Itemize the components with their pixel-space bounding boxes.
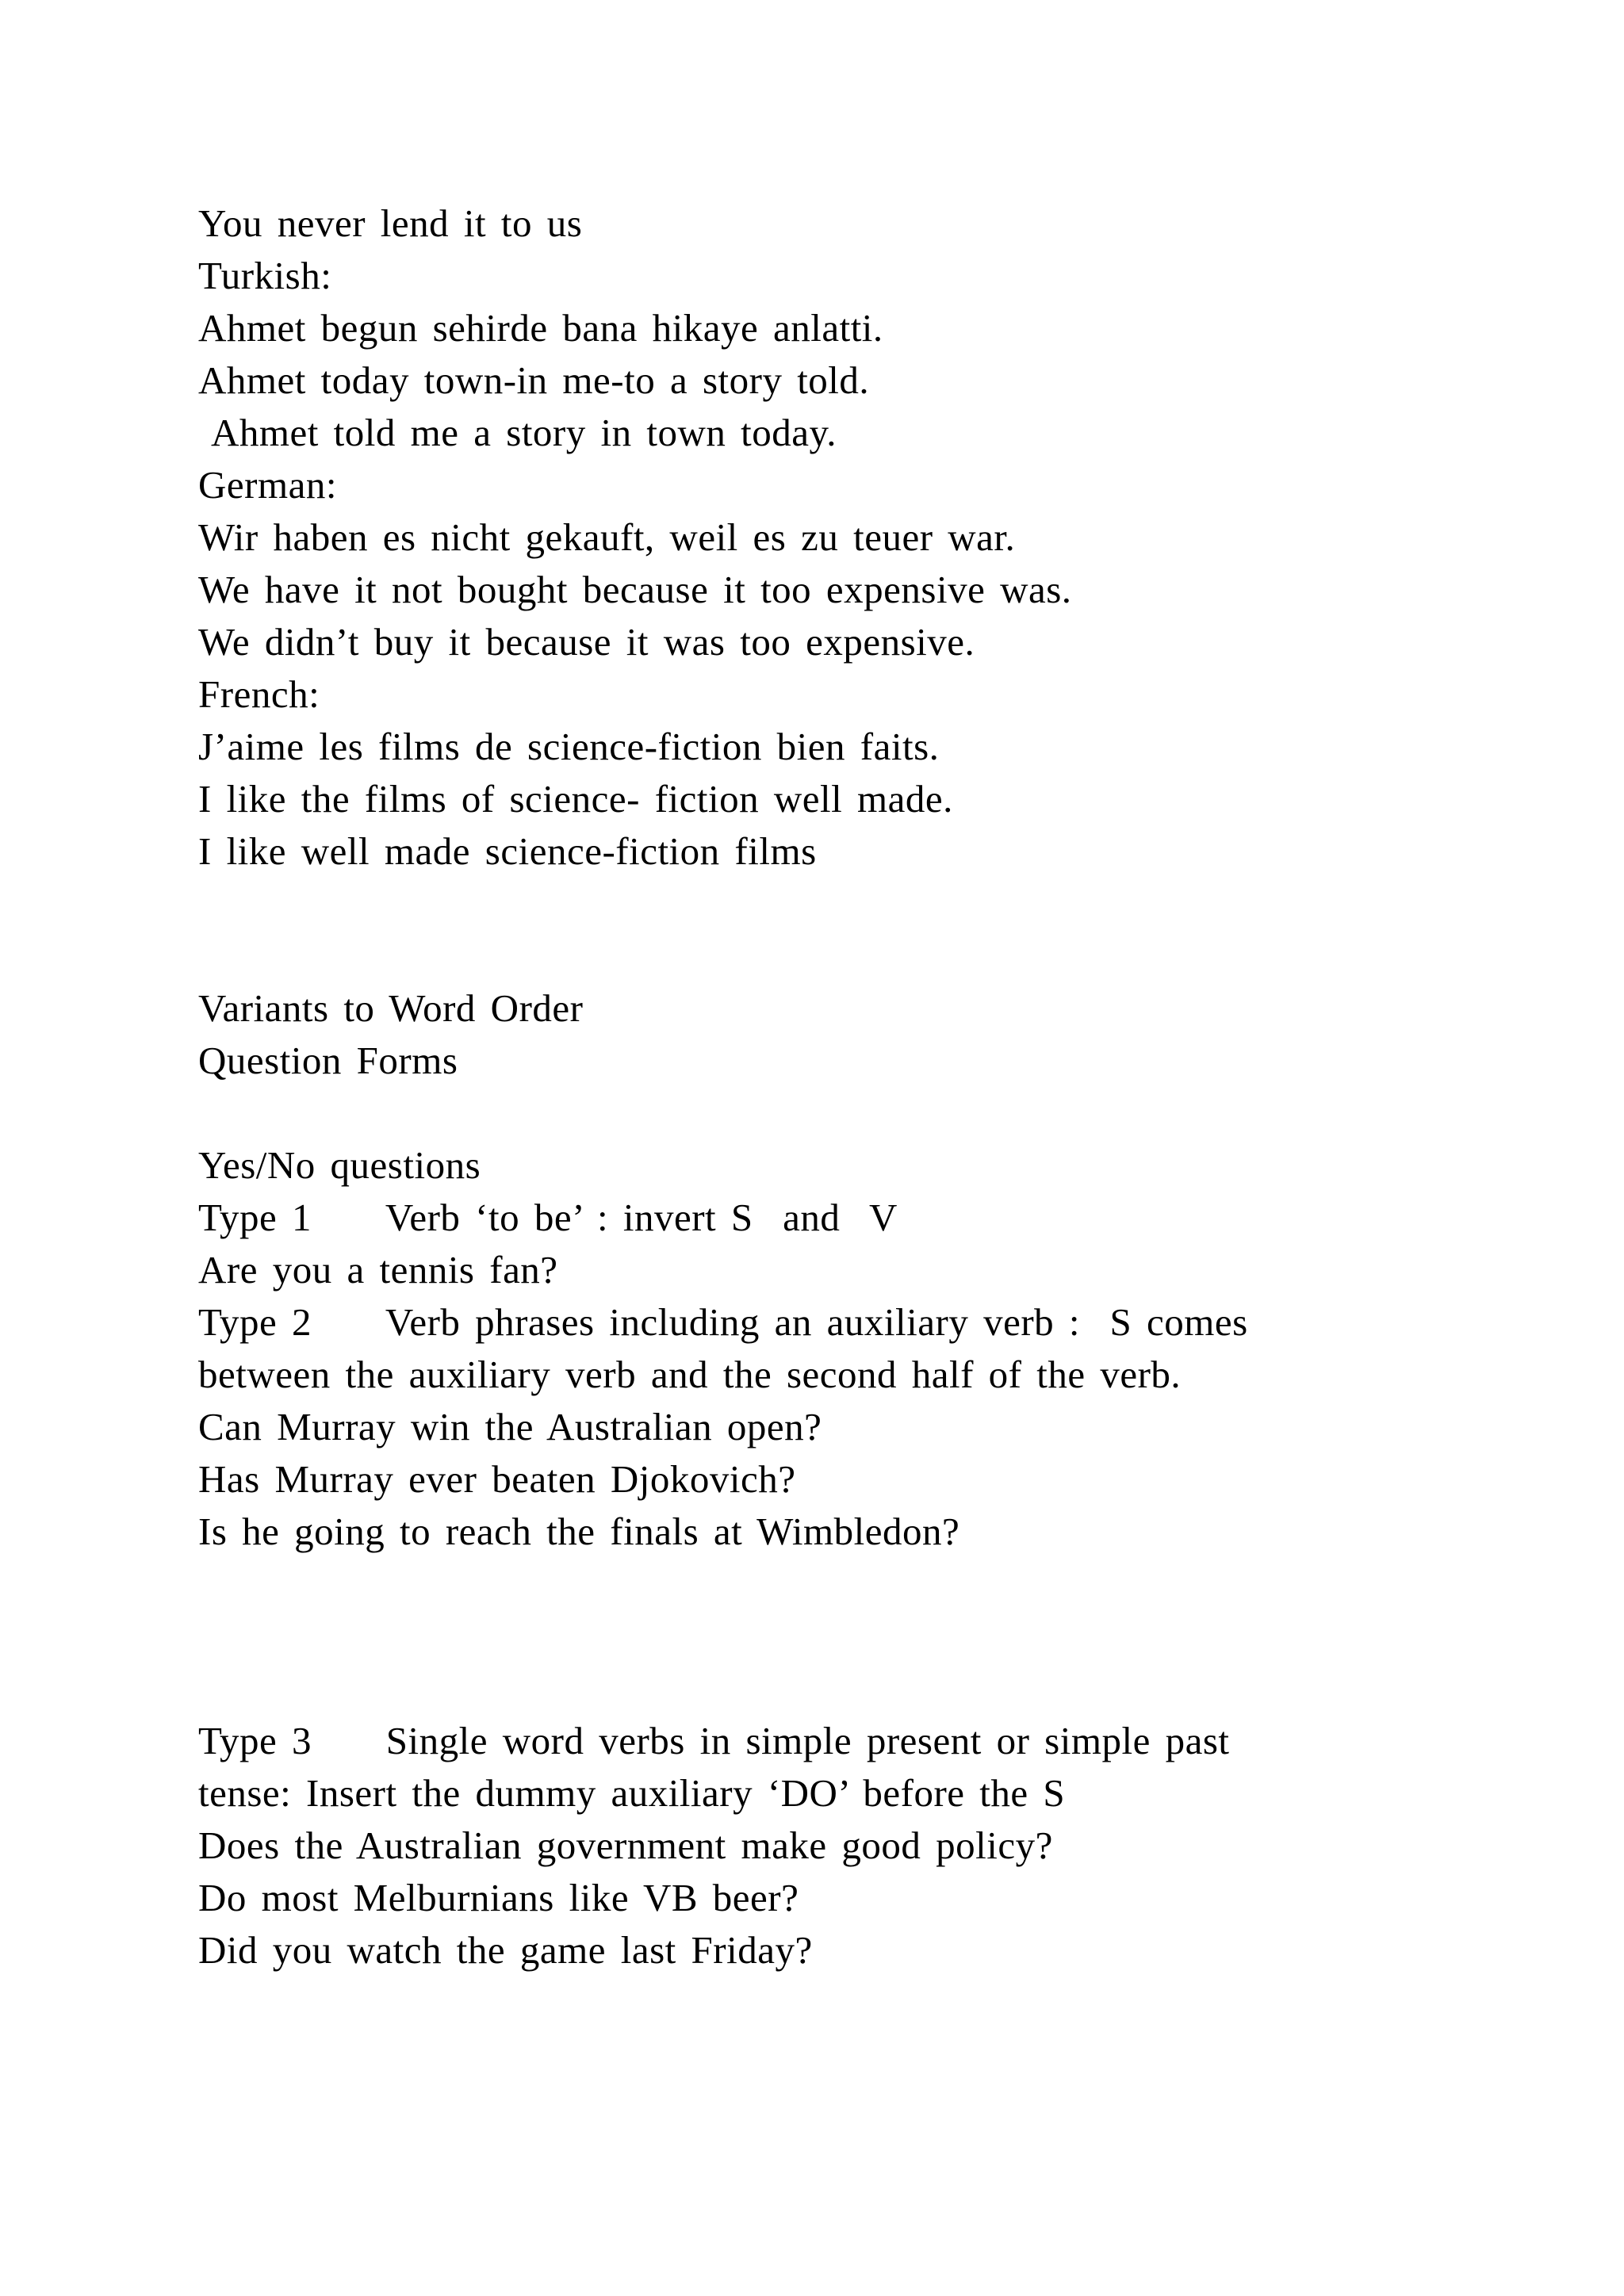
text-line: Type 1 Verb ‘to be’ : invert S and V	[198, 1196, 898, 1239]
text-line: Are you a tennis fan?	[198, 1248, 558, 1292]
text-line: tense: Insert the dummy auxiliary ‘DO’ before the S	[198, 1771, 1066, 1815]
heading-variants-word-order: Variants to Word Order	[198, 986, 584, 1030]
text-line: Can Murray win the Australian open?	[198, 1405, 822, 1448]
text-line: Does the Australian government make good policy?	[198, 1823, 1053, 1867]
text-line: We have it not bought because it too expensive was.	[198, 568, 1072, 611]
text-line: Type 2 Verb phrases including an auxiliary verb : S comes	[198, 1300, 1248, 1344]
text-line: Is he going to reach the finals at Wimbledon?	[198, 1510, 960, 1553]
text-line: between the auxiliary verb and the second half of the verb.	[198, 1353, 1182, 1396]
text-line: Do most Melburnians like VB beer?	[198, 1876, 799, 1919]
text-line: Ahmet told me a story in town today.	[198, 411, 837, 454]
heading-question-forms: Question Forms	[198, 1039, 458, 1082]
text-line: I like the films of science- fiction well made.	[198, 777, 953, 821]
text-line: Ahmet today town-in me-to a story told.	[198, 358, 870, 402]
text-line: I like well made science-fiction films	[198, 829, 817, 873]
section-label-german: German:	[198, 463, 337, 507]
text-line: Type 3 Single word verbs in simple present or simple past	[198, 1719, 1230, 1762]
section-label-turkish: Turkish:	[198, 254, 332, 297]
text-line: We didn’t buy it because it was too expensive.	[198, 620, 975, 664]
heading-yes-no-questions: Yes/No questions	[198, 1143, 481, 1187]
text-line: Wir haben es nicht gekauft, weil es zu teuer war.	[198, 515, 1016, 559]
text-line: Did you watch the game last Friday?	[198, 1928, 813, 1972]
text-line: You never lend it to us	[198, 201, 583, 245]
text-line: J’aime les films de science-fiction bien faits.	[198, 725, 940, 768]
text-line: Ahmet begun sehirde bana hikaye anlatti.	[198, 306, 883, 350]
section-label-french: French:	[198, 672, 320, 716]
text-line: Has Murray ever beaten Djokovich?	[198, 1457, 796, 1501]
